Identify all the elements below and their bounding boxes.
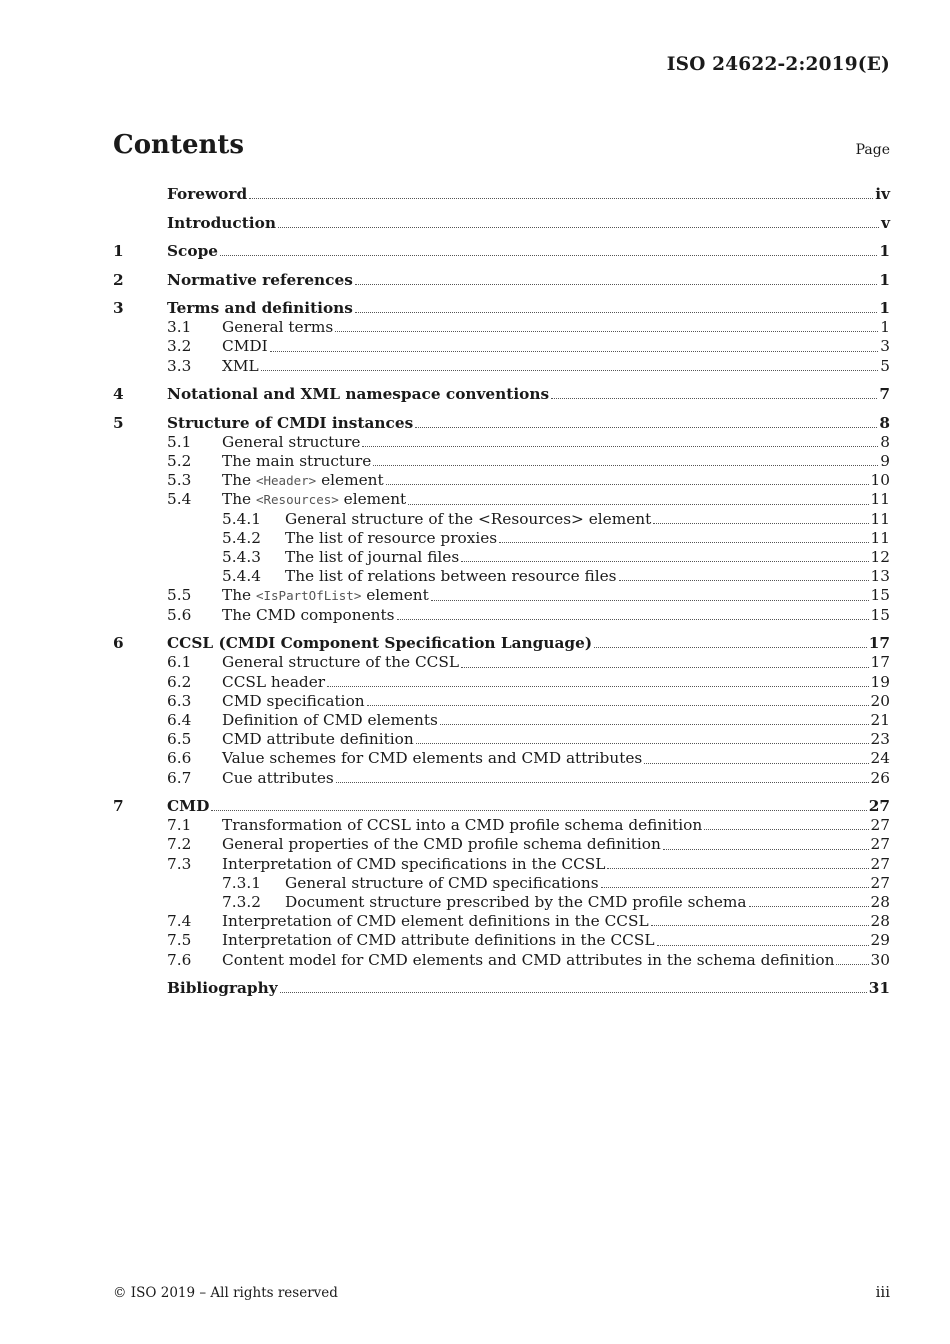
toc-section-number: 3	[113, 299, 124, 317]
dot-leader	[644, 763, 868, 764]
toc-page-number: 26	[870, 768, 890, 787]
dot-leader	[386, 484, 869, 485]
toc-entry[interactable]	[113, 567, 890, 586]
dot-leader	[461, 561, 868, 562]
toc-section-number: 5.4.4	[222, 567, 261, 586]
toc-title-suffix: element	[361, 586, 429, 605]
toc-section-number: 7	[113, 797, 124, 816]
toc-section-title: The list of resource proxies	[285, 528, 498, 547]
toc-page-number: 21	[870, 710, 890, 729]
toc-section-number: 4	[113, 385, 124, 404]
toc-entry[interactable]	[113, 471, 890, 490]
toc-page-number: 1	[880, 318, 890, 337]
toc-section-title: Cue attributes	[222, 768, 334, 787]
toc-section-title: Interpretation of CMD specifications in the CCSL	[222, 854, 606, 873]
toc-entry[interactable]	[113, 711, 890, 730]
toc-section-number: 7.5	[167, 931, 192, 950]
toc-section-number: 7.3.1	[222, 873, 261, 892]
dot-leader	[651, 925, 869, 926]
toc-page-number: 27	[868, 797, 890, 816]
toc-entry[interactable]	[113, 214, 890, 233]
copyright-notice: © ISO 2019 – All rights reserved	[113, 1285, 338, 1301]
toc-entry[interactable]	[113, 874, 890, 893]
toc-section-title: CCSL header	[222, 672, 326, 691]
dot-leader	[249, 198, 873, 199]
toc-section-number: 7.1	[167, 816, 192, 835]
toc-section-title: Scope	[167, 242, 218, 260]
toc-section-number: 7.4	[167, 912, 192, 931]
toc-entry[interactable]	[113, 548, 890, 567]
toc-page-number: 17	[870, 653, 890, 672]
toc-section-title: General structure of the CCSL	[222, 653, 460, 672]
toc-page-number: 3	[880, 337, 890, 356]
toc-entry[interactable]	[113, 951, 890, 970]
toc-page-number: 15	[870, 586, 890, 605]
toc-section-number: 5.4.3	[222, 548, 261, 567]
toc-section-title: CMD	[167, 797, 210, 816]
dot-leader	[607, 868, 868, 869]
toc-page-number: 5	[880, 356, 890, 375]
dot-leader	[220, 255, 877, 256]
toc-page-number: 20	[870, 691, 890, 710]
toc-page-number: 11	[870, 528, 890, 547]
toc-page-number: 24	[870, 749, 890, 768]
toc-entry[interactable]	[113, 816, 890, 835]
dot-leader	[211, 810, 866, 811]
toc-page-number: 19	[870, 672, 890, 691]
toc-section-title: The CMD components	[222, 605, 395, 624]
toc-entry[interactable]	[113, 529, 890, 548]
dot-leader	[408, 504, 868, 505]
table-of-contents	[113, 185, 890, 998]
dot-leader	[836, 964, 868, 965]
toc-page-number: 27	[870, 873, 890, 892]
toc-section-title: The list of journal files	[285, 548, 460, 567]
toc-entry[interactable]	[113, 855, 890, 874]
toc-entry[interactable]	[113, 797, 890, 816]
toc-entry[interactable]	[113, 510, 890, 529]
dot-leader	[551, 398, 877, 399]
toc-section-number: 6.6	[167, 749, 192, 768]
toc-section-title	[222, 586, 429, 605]
toc-entry[interactable]	[113, 452, 890, 471]
page-column-label: Page	[855, 142, 890, 158]
toc-section-number: 6.7	[167, 768, 192, 787]
toc-section-number: 7.6	[167, 950, 192, 969]
toc-page-number: 27	[870, 816, 890, 835]
dot-leader	[355, 312, 877, 313]
toc-entry[interactable]	[113, 979, 890, 998]
toc-section-number: 5.1	[167, 432, 192, 451]
dot-leader	[355, 284, 878, 285]
toc-section-title: Transformation of CCSL into a CMD profile schema definition	[222, 816, 703, 835]
toc-page-number: 29	[870, 931, 890, 950]
toc-page-number: 15	[870, 605, 890, 624]
dot-leader	[280, 992, 867, 993]
toc-page-number: iv	[875, 185, 890, 203]
toc-section-number: 5	[113, 413, 124, 432]
toc-entry[interactable]	[113, 242, 890, 261]
dot-leader	[619, 580, 869, 581]
toc-entry[interactable]	[113, 318, 890, 337]
dot-leader	[594, 647, 867, 648]
toc-section-number: 6.4	[167, 710, 192, 729]
toc-page-number: 7	[879, 385, 890, 404]
toc-section-title: Document structure prescribed by the CMD profile schema	[285, 893, 747, 912]
toc-page-number: 13	[870, 567, 890, 586]
toc-page-number: 8	[879, 413, 890, 432]
toc-section-title: XML	[222, 356, 259, 375]
toc-entry[interactable]	[113, 337, 890, 356]
toc-section-title: Structure of CMDI instances	[167, 413, 414, 432]
toc-entry[interactable]	[113, 634, 890, 653]
toc-page-number: v	[881, 213, 890, 232]
toc-entry[interactable]	[113, 893, 890, 912]
toc-section-title: Definition of CMD elements	[222, 710, 438, 729]
toc-section-number: 5.4.1	[222, 509, 261, 528]
toc-page-number: 1	[879, 270, 890, 289]
toc-section-title: Bibliography	[167, 979, 278, 998]
toc-entry[interactable]	[113, 299, 890, 318]
toc-section-title	[222, 471, 384, 490]
toc-section-title: General structure	[222, 432, 361, 451]
toc-title-suffix: element	[316, 471, 384, 490]
toc-section-title: Foreword	[167, 185, 248, 203]
toc-section-title: General structure of the <Resources> element	[285, 509, 652, 528]
dot-leader	[327, 686, 868, 687]
toc-section-number: 6.1	[167, 653, 192, 672]
toc-entry[interactable]	[113, 749, 890, 768]
dot-leader	[415, 427, 877, 428]
toc-page-number: 1	[879, 242, 890, 260]
toc-section-number: 3.1	[167, 318, 192, 337]
dot-leader	[499, 542, 868, 543]
toc-page-number: 17	[868, 634, 890, 653]
toc-entry[interactable]	[113, 271, 890, 290]
toc-page-number: 8	[880, 432, 890, 451]
toc-page-number: 28	[870, 912, 890, 931]
toc-section-title: The main structure	[222, 452, 372, 471]
dot-leader	[416, 743, 869, 744]
toc-entry[interactable]	[113, 586, 890, 605]
toc-entry[interactable]	[113, 606, 890, 625]
dot-leader	[461, 667, 869, 668]
toc-title-prefix: The	[222, 490, 256, 509]
toc-entry[interactable]	[113, 692, 890, 711]
dot-leader	[270, 351, 879, 352]
toc-section-number: 5.4	[167, 490, 192, 509]
toc-section-title: General structure of CMD specifications	[285, 873, 599, 892]
toc-section-title: CMDI	[222, 337, 268, 356]
toc-section-number: 2	[113, 270, 124, 289]
toc-section-title: Terms and definitions	[167, 299, 353, 317]
dot-leader	[278, 227, 879, 228]
toc-page-number: 31	[868, 979, 890, 998]
toc-title-suffix: element	[338, 490, 407, 509]
toc-section-number: 6.3	[167, 691, 192, 710]
toc-element-code: <Header>	[255, 473, 317, 489]
toc-entry[interactable]	[113, 673, 890, 692]
toc-section-number: 1	[113, 242, 124, 260]
page-title: Contents	[113, 130, 245, 160]
toc-entry[interactable]	[113, 653, 890, 672]
toc-entry[interactable]	[113, 414, 890, 433]
toc-element-code: <IsPartOfList>	[255, 588, 362, 604]
toc-entry[interactable]	[113, 185, 890, 204]
toc-section-title: Notational and XML namespace conventions	[167, 385, 550, 404]
toc-section-title: CCSL (CMDI Component Specification Language)	[167, 634, 593, 653]
toc-title-prefix: The	[222, 471, 256, 490]
toc-section-title: Normative references	[167, 270, 353, 289]
toc-section-number: 7.3.2	[222, 893, 261, 912]
toc-section-number: 5.6	[167, 605, 192, 624]
toc-section-number: 7.2	[167, 835, 192, 854]
dot-leader	[261, 370, 879, 371]
toc-section-title: Introduction	[167, 213, 276, 232]
toc-section-title: Interpretation of CMD attribute definitions in the CCSL	[222, 931, 655, 950]
toc-section-number: 5.2	[167, 452, 192, 471]
dot-leader	[431, 600, 869, 601]
dot-leader	[601, 887, 869, 888]
dot-leader	[657, 945, 869, 946]
toc-section-title: CMD specification	[222, 691, 365, 710]
toc-section-title: Interpretation of CMD element definitions in the CCSL	[222, 912, 649, 931]
dot-leader	[362, 446, 878, 447]
toc-page-number: 12	[870, 548, 890, 567]
toc-page-number: 9	[880, 452, 890, 471]
standard-code: ISO 24622-2:2019(E)	[666, 54, 890, 75]
toc-section-title: The list of relations between resource files	[285, 567, 617, 586]
dot-leader	[367, 705, 869, 706]
toc-entry[interactable]	[113, 490, 890, 509]
toc-page-number: 1	[879, 299, 890, 317]
toc-section-number: 6.5	[167, 730, 192, 749]
footer-page-number: iii	[875, 1283, 890, 1301]
toc-page-number: 30	[870, 950, 890, 969]
toc-section-title: Value schemes for CMD elements and CMD attributes	[222, 749, 643, 768]
toc-section-title: General terms	[222, 318, 334, 337]
toc-page-number: 27	[870, 854, 890, 873]
toc-section-title: General properties of the CMD profile schema definition	[222, 835, 661, 854]
dot-leader	[397, 619, 869, 620]
toc-page-number: 23	[870, 730, 890, 749]
toc-page-number: 27	[870, 835, 890, 854]
toc-section-number: 6	[113, 634, 124, 653]
dot-leader	[653, 523, 868, 524]
toc-element-code: <Resources>	[255, 492, 339, 508]
dot-leader	[335, 331, 878, 332]
toc-section-number: 5.3	[167, 471, 192, 490]
toc-page-number: 10	[870, 471, 890, 490]
toc-section-number: 5.4.2	[222, 528, 261, 547]
dot-leader	[440, 724, 869, 725]
toc-title-prefix: The	[222, 586, 256, 605]
toc-section-number: 3.3	[167, 356, 192, 375]
toc-entry[interactable]	[113, 912, 890, 931]
toc-entry[interactable]	[113, 433, 890, 452]
dot-leader	[663, 849, 869, 850]
toc-entry[interactable]	[113, 835, 890, 854]
toc-entry[interactable]	[113, 385, 890, 404]
toc-section-title	[222, 490, 406, 509]
toc-section-title: Content model for CMD elements and CMD attributes in the schema definition	[222, 950, 835, 969]
dot-leader	[373, 465, 878, 466]
toc-entry[interactable]	[113, 931, 890, 950]
dot-leader	[704, 829, 868, 830]
toc-section-number: 6.2	[167, 672, 192, 691]
toc-section-number: 7.3	[167, 854, 192, 873]
toc-entry[interactable]	[113, 357, 890, 376]
toc-section-number: 5.5	[167, 586, 192, 605]
dot-leader	[749, 906, 869, 907]
dot-leader	[336, 782, 869, 783]
toc-page-number: 11	[870, 490, 890, 509]
toc-entry[interactable]	[113, 769, 890, 788]
toc-page-number: 28	[870, 893, 890, 912]
toc-entry[interactable]	[113, 730, 890, 749]
toc-section-title: CMD attribute definition	[222, 730, 414, 749]
toc-page-number: 11	[870, 509, 890, 528]
toc-section-number: 3.2	[167, 337, 192, 356]
